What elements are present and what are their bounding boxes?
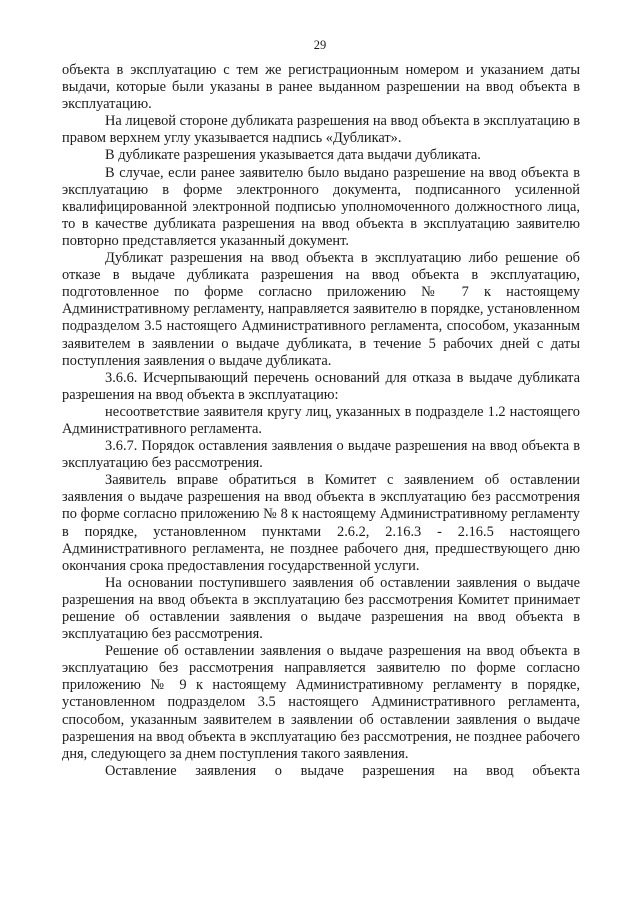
paragraph-p-applicant-right: Заявитель вправе обратиться в Комитет с заявлением об оставлении заявления о выдаче разрешения на ввод объекта в эксплуатацию без рассмотрения по форме согласно приложению № 8 к настоящему Административному регламенту в порядке, установленном пунктами 2.6.2, 2.16.3 - 2.16.5 настоящего Административного регламента, не позднее рабочего дня, предшествующего дню окончания срока предоставления государственной услуги. <box>62 472 580 574</box>
paragraph-p-continued: объекта в эксплуатацию с тем же регистрационным номером и указанием даты выдачи, которые были указаны в ранее выданном разрешении на ввод объекта в эксплуатацию. <box>62 62 580 113</box>
page-number: 29 <box>313 38 327 52</box>
paragraph-p-duplicate-refusal: Дубликат разрешения на ввод объекта в эксплуатацию либо решение об отказе в выдаче дубликата разрешения на ввод объекта в эксплуатацию, подготовленное по форме согласно приложению № 7 к настоящему Административному регламенту, направляется заявителю в порядке, установленном подразделом 3.5 настоящего Административного регламента, способом, указанным заявителем в заявлении о выдаче дубликата, в течение 5 рабочих дней с даты поступления заявления о выдаче дубликата. <box>62 250 580 369</box>
body-text <box>62 62 580 780</box>
paragraph-p-3-6-6: 3.6.6. Исчерпывающий перечень оснований для отказа в выдаче дубликата разрешения на ввод объекта в эксплуатацию: <box>62 369 580 403</box>
paragraph-p-mismatch: несоответствие заявителя кругу лиц, указанных в подразделе 1.2 настоящего Административного регламента. <box>62 403 580 437</box>
paragraph-p-committee-decision: На основании поступившего заявления об оставлении заявления о выдаче разрешения на ввод объекта в эксплуатацию без рассмотрения Комитет принимает решение об оставлении заявления о выдаче разрешения на ввод объекта в эксплуатацию без рассмотрения. <box>62 574 580 643</box>
paragraph-p-electronic-form: В случае, если ранее заявителю было выдано разрешение на ввод объекта в эксплуатацию в форме электронного документа, подписанного усиленной квалифицированной электронной подписью уполномоченного должностного лица, то в качестве дубликата разрешения на ввод объекта в эксплуатацию заявителю повторно представляется указанный документ. <box>62 164 580 249</box>
paragraph-p-leaving-continues: Оставление заявления о выдаче разрешения на ввод объекта <box>105 762 580 779</box>
paragraph-p-decision-sent: Решение об оставлении заявления о выдаче разрешения на ввод объекта в эксплуатацию без рассмотрения направляется заявителю по форме согласно приложению № 9 к настоящему Административному регламенту в порядке, установленном подразделом 3.5 настоящего Административного регламента, способом, указанным заявителем в заявлении об оставлении заявления о выдаче разрешения на ввод объекта в эксплуатацию без рассмотрения, не позднее рабочего дня, следующего за днем поступления такого заявления. <box>62 643 580 762</box>
paragraph-p-3-6-7: 3.6.7. Порядок оставления заявления о выдаче разрешения на ввод объекта в эксплуатацию без рассмотрения. <box>62 438 580 472</box>
paragraph-p-duplicate-mark: На лицевой стороне дубликата разрешения на ввод объекта в эксплуатацию в правом верхнем углу указывается надпись «Дубликат». <box>62 113 580 147</box>
paragraph-p-duplicate-date: В дубликате разрешения указывается дата выдачи дубликата. <box>105 147 481 164</box>
